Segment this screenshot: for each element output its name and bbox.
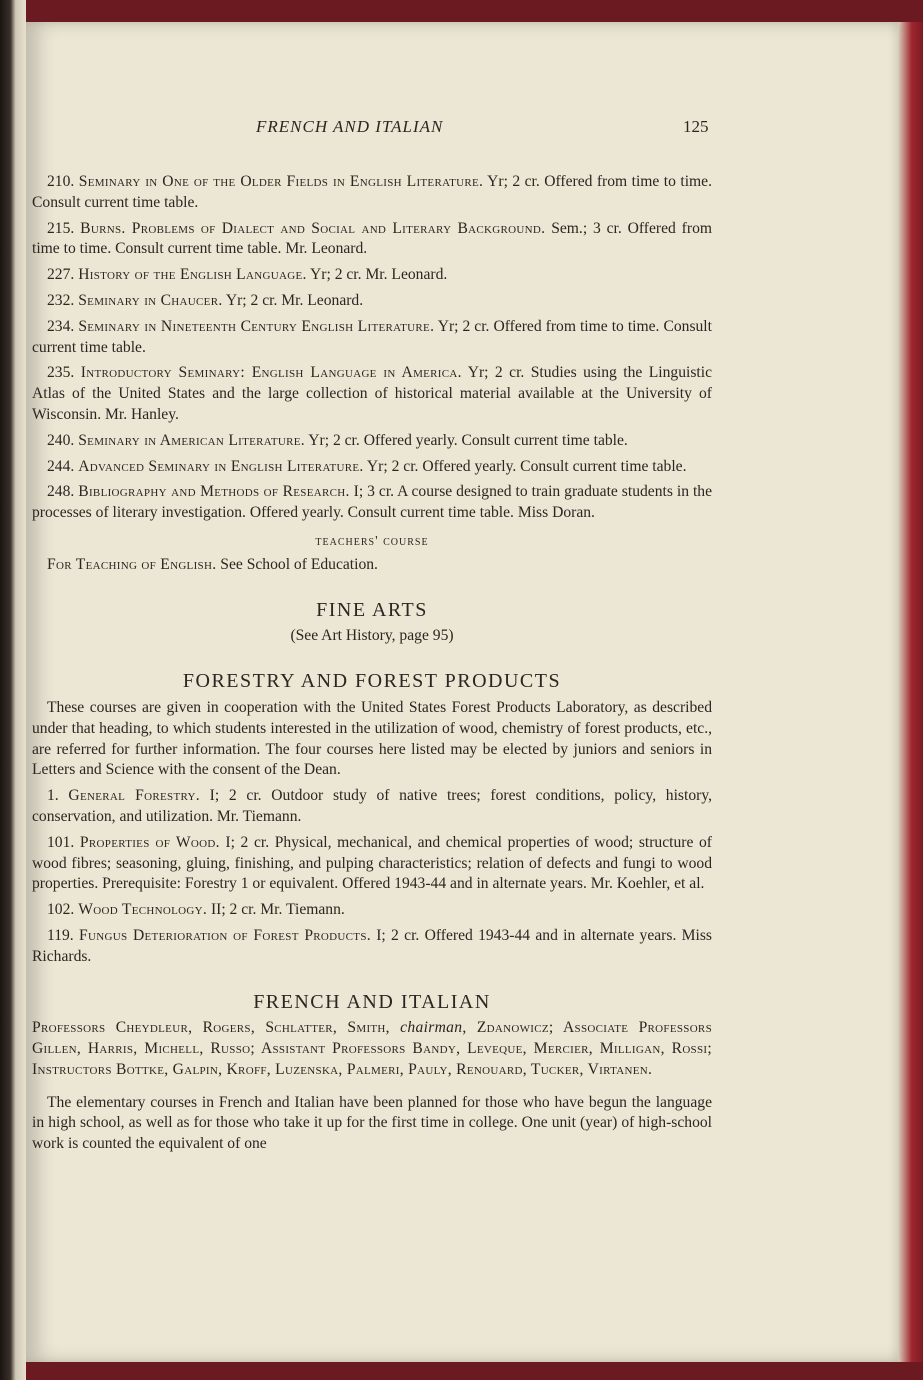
- course-details: I; 2 cr. Offered 1943-44 and in alternate years. Miss Richards.: [32, 926, 712, 965]
- fine-arts-note: (See Art History, page 95): [290, 627, 454, 645]
- course-title: Wood Technology.: [78, 901, 208, 919]
- course-details: Yr; 2 cr. Mr. Leonard.: [222, 291, 364, 309]
- course-details: Yr; 2 cr. Studies using the Linguistic Atlas of the United States and the large collection of historical material available at the University of Wisconsin. Mr. Hanley.: [32, 364, 712, 423]
- course-details: Yr; 2 cr. Offered from time to time. Consult current time table.: [32, 173, 713, 211]
- course-entry: 215. Burns. Problems of Dialect and Social and Literary Background. Sem.; 3 cr. Offered from time to time. Consult current time table. Mr. Leonard.: [32, 219, 712, 258]
- course-title: Properties of Wood.: [79, 833, 220, 851]
- chairman-label: chairman: [400, 1019, 463, 1037]
- course-title: Fungus Deterioration of Forest Products.: [79, 926, 371, 944]
- french-italian-heading: FRENCH AND ITALIAN: [253, 990, 491, 1013]
- course-entry: 248. Bibliography and Methods of Research. I; 3 cr. A course designed to train graduate students in the processes of literary investigation. Offered yearly. Consult current time table. Miss Doran.: [32, 483, 713, 522]
- book-binding-left: [0, 0, 26, 1380]
- course-details: Yr; 2 cr. Mr. Leonard.: [306, 266, 448, 284]
- course-title: Advanced Seminary in English Literature.: [78, 457, 364, 475]
- forestry-heading: FORESTRY AND FOREST PRODUCTS: [182, 670, 562, 693]
- course-entry: 244. Advanced Seminary in English Literature. Yr; 2 cr. Offered yearly. Consult current time table.: [47, 457, 687, 475]
- course-details: Yr; 2 cr. Offered from time to time. Consult current time table.: [32, 317, 712, 356]
- course-title: Seminary in One of the Older Fields in English Literature.: [78, 173, 484, 190]
- course-title: History of the English Language.: [78, 266, 307, 284]
- course-title: General Forestry.: [68, 787, 200, 805]
- course-entry: 240. Seminary in American Literature. Yr; 2 cr. Offered yearly. Consult current time table.: [47, 431, 628, 449]
- course-entry: 235. Introductory Seminary: English Language in America. Yr; 2 cr. Studies using the Linguistic Atlas of the United States and the large collection of historical material available at the University of Wisconsin. Mr. Hanley.: [32, 364, 712, 423]
- running-title: FRENCH AND ITALIAN: [256, 117, 444, 136]
- course-entry: 210. Seminary in One of the Older Fields in English Literature. Yr; 2 cr. Offered from time to time. Consult current time table.: [32, 173, 713, 211]
- course-title: Bibliography and Methods of Research.: [78, 483, 350, 501]
- forestry-intro: These courses are given in cooperation with the United States Forest Products Laboratory, as described under that heading, to which students interested in the utilization of wood, chemistry of forest products, etc., are referred for further information. The four courses here listed may be elected by juniors and seniors in Letters and Science with the consent of the Dean.: [32, 698, 712, 779]
- course-details: I; 2 cr. Outdoor study of native trees; forest conditions, policy, history, conservation, and utilization. Mr. Tiemann.: [32, 787, 712, 825]
- french-italian-intro: The elementary courses in French and Italian have been planned for those who have begun the language in high school, as well as for those who take it up for the first time in college. One unit (year) of high-school work is counted the equivalent of one: [32, 1093, 712, 1153]
- book-cover-edge: [898, 22, 923, 1362]
- page-content: [32, 172, 712, 1160]
- course-details: See School of Education.: [216, 555, 378, 573]
- course-details: Sem.; 3 cr. Offered from time to time. Consult current time table. Mr. Leonard.: [32, 219, 712, 258]
- course-details: Yr; 2 cr. Offered yearly. Consult current time table.: [304, 431, 628, 449]
- course-entry: 102. Wood Technology. II; 2 cr. Mr. Tiemann.: [47, 901, 345, 919]
- page-number: 125: [683, 117, 709, 136]
- course-entry: 232. Seminary in Chaucer. Yr; 2 cr. Mr. Leonard.: [47, 291, 364, 309]
- teachers-course-entry: [32, 555, 712, 576]
- course-details: I; 3 cr. A course designed to train graduate students in the processes of literary investigation. Offered yearly. Consult current time table. Miss Doran.: [32, 483, 713, 522]
- course-entry: 119. Fungus Deterioration of Forest Products. I; 2 cr. Offered 1943-44 and in alternate years. Miss Richards.: [32, 926, 712, 965]
- fine-arts-heading: FINE ARTS: [316, 598, 428, 621]
- course-title: Burns. Problems of Dialect and Social and Literary Background.: [80, 219, 546, 237]
- course-entry: 234. Seminary in Nineteenth Century English Literature. Yr; 2 cr. Offered from time to time. Consult current time table.: [32, 317, 712, 356]
- course-details: Yr; 2 cr. Offered yearly. Consult current time table.: [363, 457, 687, 475]
- course-title: Seminary in Nineteenth Century English Literature.: [78, 317, 435, 335]
- course-title: For Teaching of English.: [47, 555, 217, 573]
- course-entry: 101. Properties of Wood. I; 2 cr. Physical, mechanical, and chemical properties of wood; structure of wood fibres; seasoning, gluing, finishing, and pulping characteristics; relation of defects and fungi to wood properties. Prerequisite: Forestry 1 or equivalent. Offered 1943-44 and in alternate years. Mr. Koehler, et al.: [32, 833, 712, 893]
- running-head: [0, 117, 923, 139]
- course-title: Seminary in Chaucer.: [78, 291, 223, 309]
- english-course-list: [32, 172, 712, 524]
- course-title: Seminary in American Literature.: [78, 431, 305, 449]
- teachers-course-heading: teachers' course: [315, 533, 429, 549]
- faculty-list: Professors Cheydleur, Rogers, Schlatter, Smith, chairman, Zdanowicz; Associate Professors Gillen, Harris, Michell, Russo; Assistant Professors Bandy, Leveque, Mercier, Milligan, Rossi; Instructors Bottke, Galpin, Kroff, Luzenska, Palmeri, Pauly, Renouard, Tucker, Virtanen.: [32, 1019, 712, 1078]
- course-title: Introductory Seminary: English Language in America.: [80, 364, 462, 382]
- course-entry: 227. History of the English Language. Yr; 2 cr. Mr. Leonard.: [47, 266, 448, 284]
- course-entry: 1. General Forestry. I; 2 cr. Outdoor study of native trees; forest conditions, policy, history, conservation, and utilization. Mr. Tiemann.: [32, 787, 712, 825]
- course-details: II; 2 cr. Mr. Tiemann.: [207, 901, 345, 919]
- course-details: I; 2 cr. Physical, mechanical, and chemical properties of wood; structure of wood fibres; seasoning, gluing, finishing, and pulping characteristics; relation of defects and fungi to wood properties. Prerequisite: Forestry 1 or equivalent. Offered 1943-44 and in alternate years. Mr. Koehler, et al.: [32, 833, 712, 893]
